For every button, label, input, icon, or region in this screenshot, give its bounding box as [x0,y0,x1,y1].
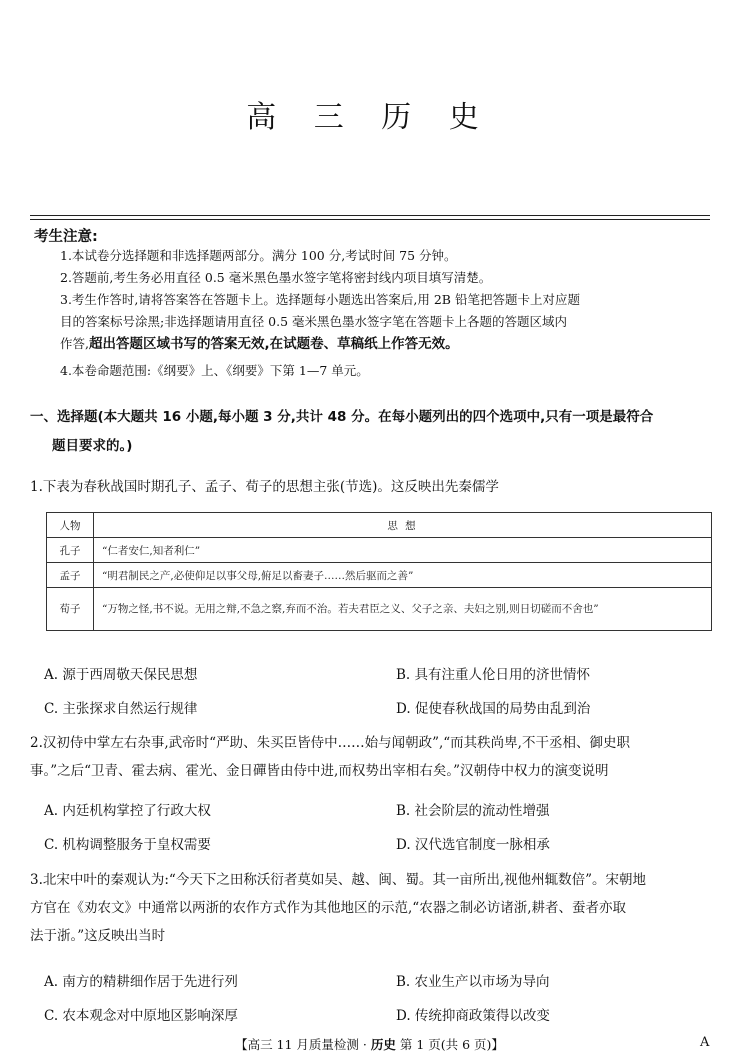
table-cell-person: 孔子 [47,538,94,563]
q1-option-d[interactable]: D. 促使春秋战国的局势由乱到治 [396,701,591,717]
q3-stem-line-2: 方官在《劝农文》中通常以两浙的农作方式作为其他地区的示范,“农器之制必访诸浙,耕者、蚕者亦取 [30,900,626,916]
table-header-person: 人物 [47,513,94,538]
section-heading-line-1: 一、选择题(本大题共 16 小题,每小题 3 分,共计 48 分。在每小题列出的四个选项中,只有一项是最符合 [30,409,654,425]
table-cell-person: 荀子 [47,588,94,631]
q2-option-d[interactable]: D. 汉代选官制度一脉相承 [396,837,550,853]
notice-item-3-line-1: 3.考生作答时,请将答案答在答题卡上。选择题每小题选出答案后,用 2B 铅笔把答题卡上对应题 [60,292,580,307]
page-title: 高 三 历 史 [246,100,493,135]
q2-stem-line-1: 2.汉初侍中掌左右杂事,武帝时“严助、朱买臣皆侍中……始与闻朝政”,“而其秩尚卑,不干丞相、御史职 [30,735,630,751]
q3-stem [30,866,715,950]
q1-option-c[interactable]: C. 主张探求自然运行规律 [44,701,198,717]
table-row [47,538,712,563]
page-footer [0,1035,739,1053]
table-cell-thought: “明君制民之产,必使仰足以事父母,俯足以畜妻子……然后驱而之善” [94,563,712,588]
table-cell-thought: “万物之怪,书不说。无用之辩,不急之察,弃而不治。若夫君臣之义、父子之亲、夫妇之别,则日切磋而不舍也” [94,588,712,631]
notice-item-3-emphasis: 超出答题区域书写的答案无效,在试题卷、草稿纸上作答无效。 [88,336,459,352]
table-header-row [47,513,712,538]
notice-item-3-line-2: 目的答案标号涂黑;非选择题请用直径 0.5 毫米黑色墨水签字笔在答题卡上各题的答题区域内 [60,314,568,329]
q3-option-d[interactable]: D. 传统抑商政策得以改变 [396,1008,550,1024]
header-rule-thin [30,219,710,220]
q3-stem-line-3: 法于浙。”这反映出当时 [30,928,166,944]
q1-stem: 1.下表为春秋战国时期孔子、孟子、荀子的思想主张(节选)。这反映出先秦儒学 [30,479,499,495]
notice-item-2: 2.答题前,考生务必用直径 0.5 毫米黑色墨水签字笔将密封线内项目填写清楚。 [60,270,492,285]
q2-option-b[interactable]: B. 社会阶层的流动性增强 [396,803,550,819]
notice-item-3-line-3 [60,334,710,354]
q1-table [46,512,712,631]
paper-version-mark: A [700,1035,710,1050]
q2-option-a[interactable]: A. 内廷机构掌控了行政大权 [44,803,211,819]
notice-item-3-prefix: 作答, [60,336,89,351]
q1-option-a[interactable]: A. 源于西周敬天保民思想 [44,667,198,683]
table-cell-thought: “仁者安仁,知者利仁” [94,538,712,563]
footer-subject: 历史 [370,1037,396,1052]
section-heading-line-2: 题目要求的。) [52,438,133,454]
table-cell-person: 孟子 [47,563,94,588]
table-row [47,588,712,631]
notice-item-1: 1.本试卷分选择题和非选择题两部分。满分 100 分,考试时间 75 分钟。 [60,248,457,263]
q2-stem [30,729,715,785]
header-rule-thick [30,215,710,216]
table-header-thought: 思 想 [94,513,712,538]
q3-stem-line-1: 3.北宋中叶的秦观认为:“今天下之田称沃衍者莫如吴、越、闽、蜀。其一亩所出,视他州辄数倍”。宋朝地 [30,872,647,888]
q3-option-a[interactable]: A. 南方的精耕细作居于先进行列 [44,974,238,990]
section-heading [30,403,715,461]
notice-heading: 考生注意: [34,229,98,245]
q3-option-b[interactable]: B. 农业生产以市场为导向 [396,974,550,990]
q3-option-c[interactable]: C. 农本观念对中原地区影响深厚 [44,1008,238,1024]
q1-option-b[interactable]: B. 具有注重人伦日用的济世情怀 [396,667,591,683]
notice-item-4: 4.本卷命题范围:《纲要》上、《纲要》下第 1—7 单元。 [60,363,369,378]
q2-stem-line-2: 事。”之后“卫青、霍去病、霍光、金日磾皆由侍中进,而权势出宰相右矣。”汉朝侍中权力的演变说明 [30,763,609,779]
table-row [47,563,712,588]
footer-page: 第 1 页(共 6 页)】 [395,1037,504,1052]
q2-option-c[interactable]: C. 机构调整服务于皇权需要 [44,837,211,853]
footer-left: 【高三 11 月质量检测 · [235,1037,371,1052]
